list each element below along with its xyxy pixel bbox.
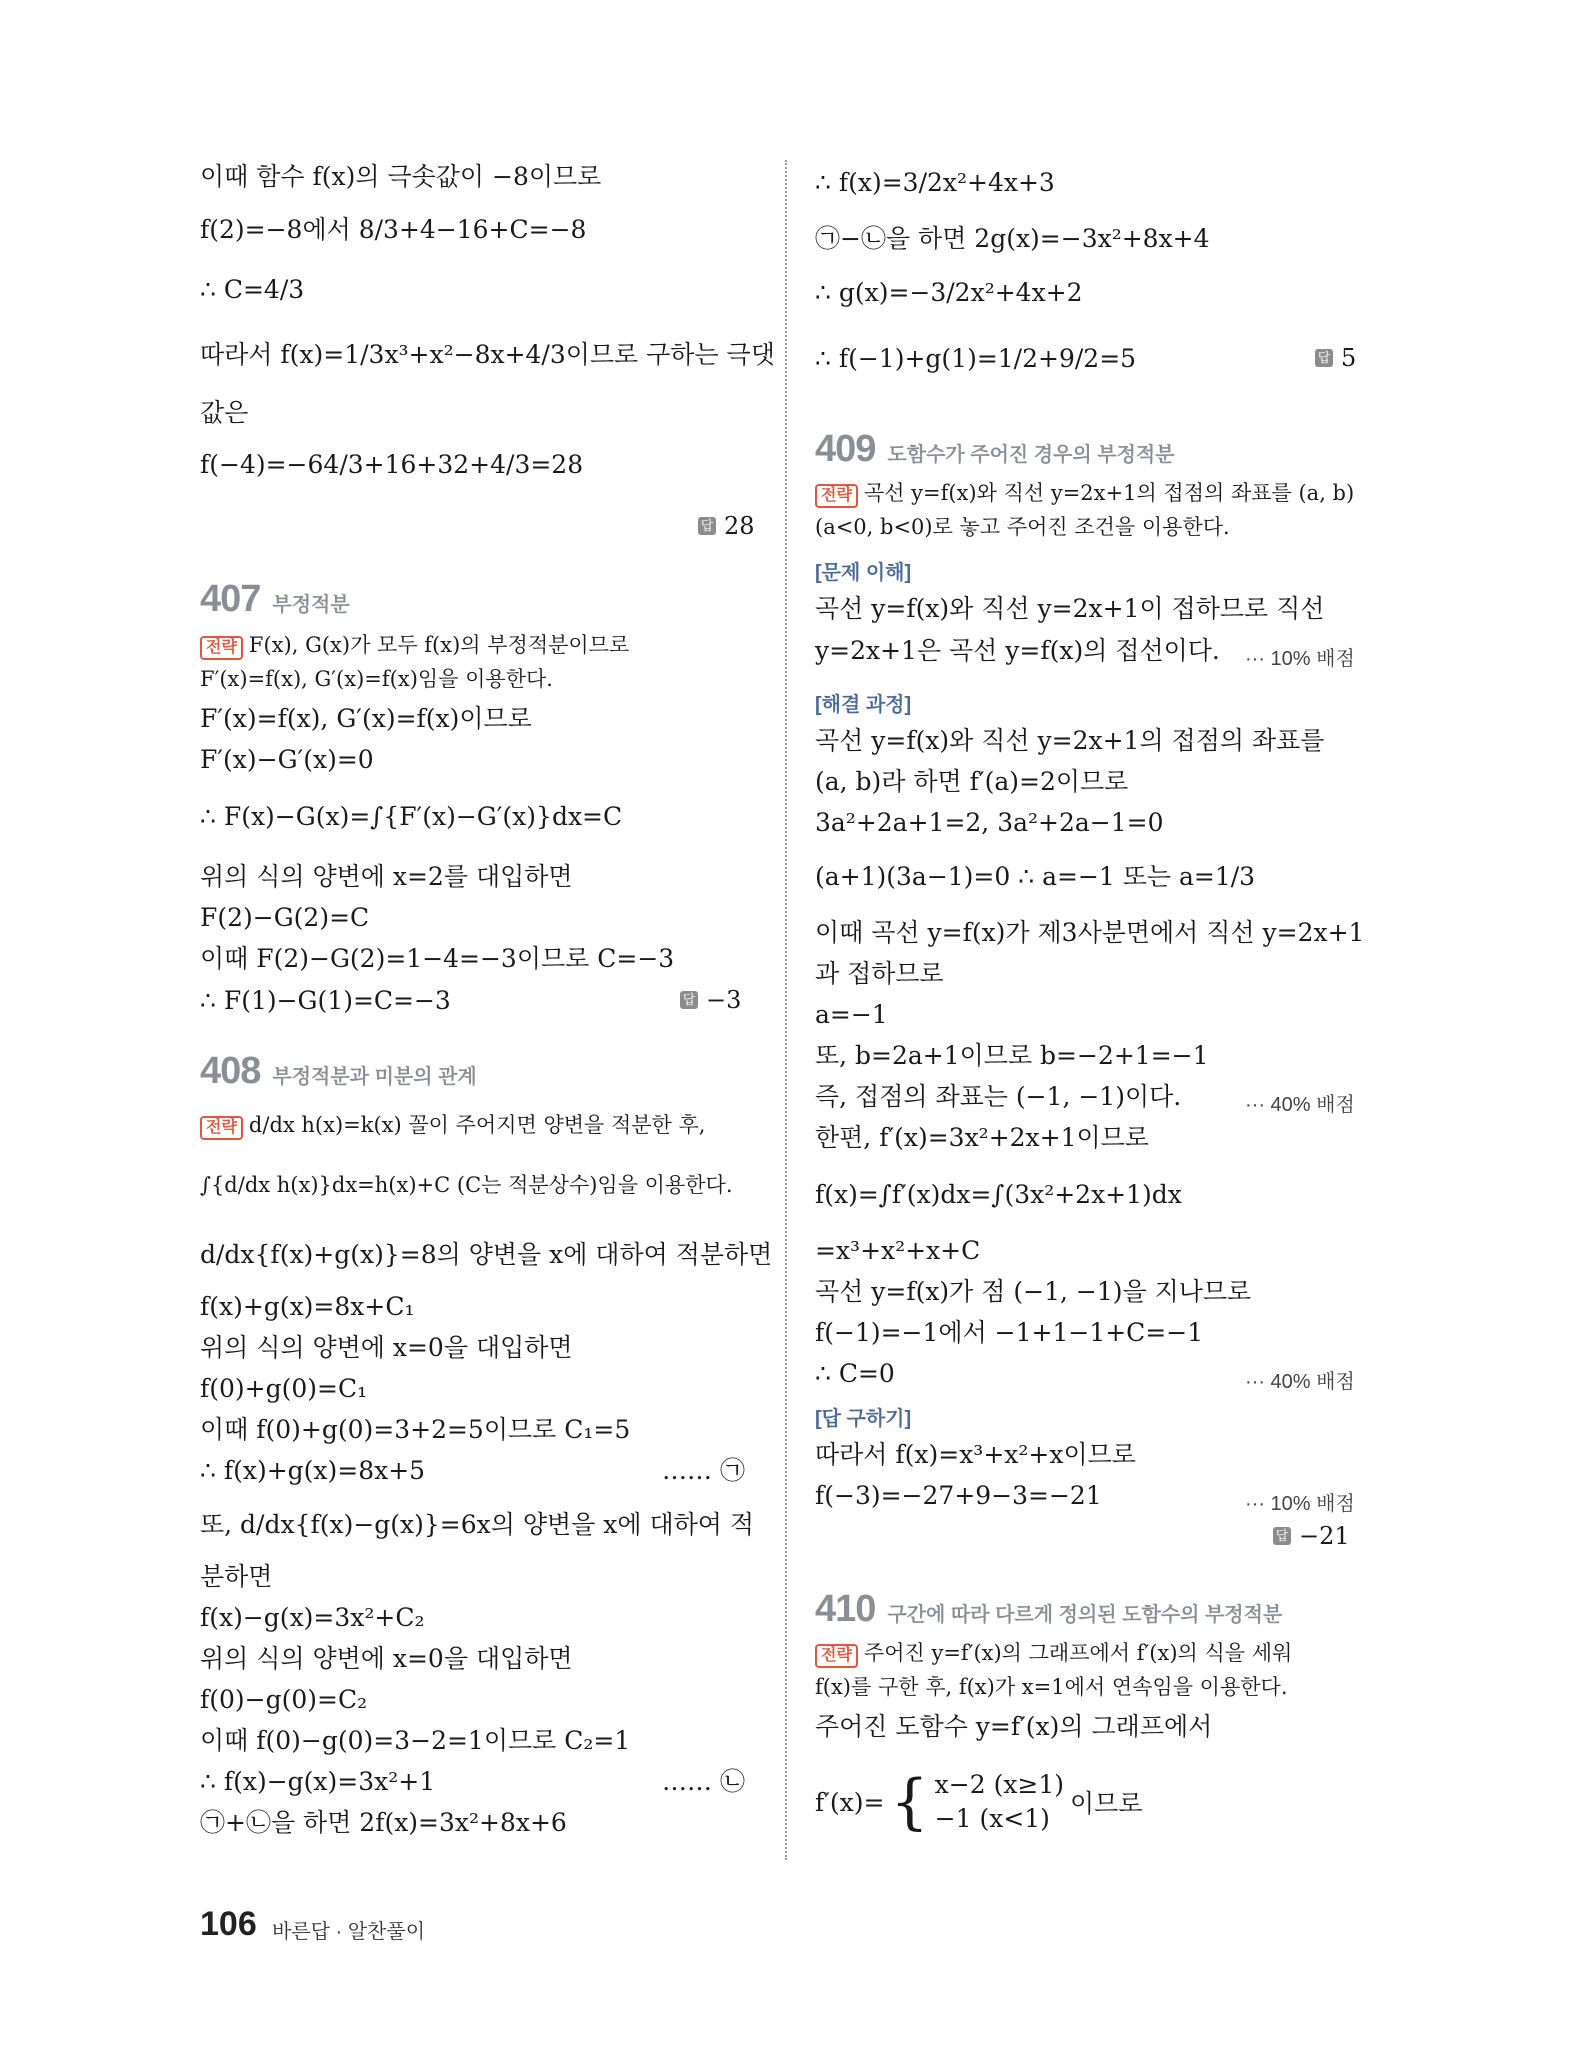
text-line: 이때 함수 f(x)의 극솟값이 −8이므로 — [200, 162, 602, 191]
answer-value: 28 — [724, 512, 755, 540]
brace-icon: { — [890, 1767, 929, 1837]
text-line: f(−3)=−27+9−3=−21 — [815, 1481, 1102, 1510]
text-line: f(x)−g(x)=3x²+C₂ — [200, 1603, 425, 1632]
text-line: f(2)=−8에서 8/3+4−16+C=−8 — [200, 215, 587, 244]
text-line: 곡선 y=f(x)와 직선 y=2x+1의 접점의 좌표를 — [815, 726, 1325, 755]
text-line: 따라서 f(x)=x³+x²+x이므로 — [815, 1440, 1136, 1469]
strategy-line: F′(x)=f(x), G′(x)=f(x)임을 이용한다. — [200, 667, 553, 691]
problem-number: 407 — [200, 578, 261, 620]
piece-case: −1 (x<1) — [934, 1804, 1050, 1833]
text-line: 위의 식의 양변에 x=0을 대입하면 — [200, 1644, 573, 1673]
text-line: ∴ C=0 — [815, 1359, 895, 1388]
answer-mark: 답 — [680, 991, 698, 1009]
problem-title: 도함수가 주어진 경우의 부정적분 — [887, 444, 1175, 466]
text-line: ∴ F(x)−G(x)=∫{F′(x)−G′(x)}dx=C — [200, 802, 623, 831]
text-line: ∴ f(−1)+g(1)=1/2+9/2=5 — [815, 344, 1137, 373]
text-line: f(−1)=−1에서 −1+1−1+C=−1 — [815, 1318, 1204, 1347]
answer-value: −3 — [706, 986, 742, 1014]
problem-header-407 — [200, 578, 350, 621]
text-line: 과 접하므로 — [815, 959, 944, 988]
strategy-badge: 전략 — [815, 484, 858, 508]
text-line: =x³+x²+x+C — [815, 1236, 981, 1265]
strategy-text: F(x), G(x)가 모두 f(x)의 부정적분이므로 — [248, 633, 630, 657]
text-line: ∴ f(x)−g(x)=3x²+1 — [200, 1767, 436, 1796]
equation-mark: …… ㉡ — [662, 1767, 745, 1796]
answer-value: 5 — [1341, 344, 1357, 372]
strategy-line — [815, 1640, 1292, 1668]
text-line: ㉠+㉡을 하면 2f(x)=3x²+8x+6 — [200, 1808, 567, 1837]
text-line: 이때 곡선 y=f(x)가 제3사분면에서 직선 y=2x+1 — [815, 918, 1365, 947]
answer-406 — [698, 512, 755, 540]
column-divider — [785, 160, 787, 1860]
text-line: 3a²+2a+1=2, 3a²+2a−1=0 — [815, 808, 1164, 837]
problem-number: 410 — [815, 1588, 876, 1630]
answer-mark: 답 — [1273, 1527, 1291, 1545]
strategy-line: ∫{d/dx h(x)}dx=h(x)+C (C는 적분상수)임을 이용한다. — [200, 1173, 733, 1197]
strategy-badge: 전략 — [815, 1644, 858, 1668]
text-line: F′(x)=f(x), G′(x)=f(x)이므로 — [200, 704, 532, 733]
problem-number: 408 — [200, 1050, 261, 1092]
text-line: 따라서 f(x)=1/3x³+x²−8x+4/3이므로 구하는 극댓 — [200, 340, 775, 369]
problem-header-410 — [815, 1588, 1282, 1631]
strategy-badge: 전략 — [200, 1116, 243, 1140]
text-line: 또, b=2a+1이므로 b=−2+1=−1 — [815, 1041, 1209, 1070]
text-line: ㉠−㉡을 하면 2g(x)=−3x²+8x+4 — [815, 224, 1210, 253]
strategy-text: d/dx h(x)=k(x) 꼴이 주어지면 양변을 적분한 후, — [248, 1113, 706, 1137]
text-line: d/dx{f(x)+g(x)}=8의 양변을 x에 대하여 적분하면 — [200, 1240, 773, 1269]
problem-number: 409 — [815, 428, 876, 470]
equation-mark: …… ㉠ — [662, 1456, 745, 1485]
text-line: ∴ F(1)−G(1)=C=−3 — [200, 986, 451, 1015]
strategy-line — [200, 1112, 705, 1140]
text-line: 값은 — [200, 398, 249, 427]
answer-value: −21 — [1299, 1522, 1350, 1550]
text-line: f(x)=∫f′(x)dx=∫(3x²+2x+1)dx — [815, 1180, 1182, 1209]
text-line: 이때 f(0)+g(0)=3+2=5이므로 C₁=5 — [200, 1415, 631, 1444]
piecewise-definition — [815, 1768, 1142, 1836]
piece-lhs: f′(x)= — [815, 1787, 885, 1817]
page-number: 106 — [200, 1905, 257, 1943]
strategy-line: (a<0, b<0)로 놓고 주어진 조건을 이용한다. — [815, 515, 1230, 539]
text-line: (a+1)(3a−1)=0 ∴ a=−1 또는 a=1/3 — [815, 862, 1256, 891]
problem-header-409 — [815, 428, 1175, 471]
text-line: y=2x+1은 곡선 y=f(x)의 접선이다. — [815, 636, 1220, 665]
answer-408 — [1315, 344, 1356, 372]
problem-title: 부정적분 — [272, 594, 350, 616]
text-line: f(−4)=−64/3+16+32+4/3=28 — [200, 450, 584, 479]
answer-mark: 답 — [1315, 349, 1333, 367]
section-label: [답 구하기] — [815, 1408, 912, 1430]
text-line: 이때 F(2)−G(2)=1−4=−3이므로 C=−3 — [200, 944, 675, 973]
score-note: ··· 40% 배점 — [1245, 1094, 1355, 1116]
text-line: F′(x)−G′(x)=0 — [200, 745, 374, 774]
text-line: 주어진 도함수 y=f′(x)의 그래프에서 — [815, 1712, 1213, 1741]
text-line: 이때 f(0)−g(0)=3−2=1이므로 C₂=1 — [200, 1726, 631, 1755]
text-line: ∴ C=4/3 — [200, 275, 305, 304]
score-note: ··· 10% 배점 — [1245, 1493, 1355, 1515]
text-line: ∴ f(x)+g(x)=8x+5 — [200, 1456, 426, 1485]
problem-title: 구간에 따라 다르게 정의된 도함수의 부정적분 — [887, 1604, 1283, 1626]
text-line: 위의 식의 양변에 x=2를 대입하면 — [200, 862, 573, 891]
section-label: [해결 과정] — [815, 694, 912, 716]
text-line: 즉, 접점의 좌표는 (−1, −1)이다. — [815, 1082, 1182, 1111]
piece-cases — [935, 1768, 1064, 1836]
score-note: ··· 10% 배점 — [1245, 648, 1355, 670]
strategy-badge: 전략 — [200, 636, 243, 660]
text-line: f(0)+g(0)=C₁ — [200, 1374, 368, 1403]
text-line: 위의 식의 양변에 x=0을 대입하면 — [200, 1333, 573, 1362]
strategy-line — [815, 480, 1354, 508]
text-line: f(x)+g(x)=8x+C₁ — [200, 1292, 415, 1321]
strategy-line — [200, 632, 629, 660]
answer-409 — [1273, 1522, 1350, 1550]
piece-tail: 이므로 — [1070, 1789, 1143, 1818]
text-line: f(0)−g(0)=C₂ — [200, 1685, 368, 1714]
text-line: ∴ g(x)=−3/2x²+4x+2 — [815, 278, 1083, 307]
text-line: 한편, f′(x)=3x²+2x+1이므로 — [815, 1123, 1149, 1152]
footer-text: 바른답 · 알찬풀이 — [272, 1921, 426, 1943]
problem-header-408 — [200, 1050, 477, 1093]
text-line: a=−1 — [815, 1000, 888, 1029]
score-note: ··· 40% 배점 — [1245, 1371, 1355, 1393]
piece-case: x−2 (x≥1) — [934, 1770, 1065, 1799]
problem-title: 부정적분과 미분의 관계 — [272, 1066, 477, 1088]
text-line: F(2)−G(2)=C — [200, 903, 370, 932]
answer-407 — [680, 986, 741, 1014]
text-line: (a, b)라 하면 f′(a)=2이므로 — [815, 767, 1129, 796]
text-line: 곡선 y=f(x)와 직선 y=2x+1이 접하므로 직선 — [815, 594, 1325, 623]
answer-mark: 답 — [698, 517, 716, 535]
text-line: 곡선 y=f(x)가 점 (−1, −1)을 지나므로 — [815, 1277, 1252, 1306]
strategy-text: 주어진 y=f′(x)의 그래프에서 f′(x)의 식을 세워 — [863, 1641, 1293, 1665]
section-label: [문제 이해] — [815, 562, 912, 584]
strategy-line: f(x)를 구한 후, f(x)가 x=1에서 연속임을 이용한다. — [815, 1675, 1288, 1699]
text-line: 또, d/dx{f(x)−g(x)}=6x의 양변을 x에 대하여 적 — [200, 1510, 754, 1539]
text-line: 분하면 — [200, 1562, 273, 1591]
strategy-text: 곡선 y=f(x)와 직선 y=2x+1의 접점의 좌표를 (a, b) — [863, 481, 1355, 505]
text-line: ∴ f(x)=3/2x²+4x+3 — [815, 168, 1055, 197]
